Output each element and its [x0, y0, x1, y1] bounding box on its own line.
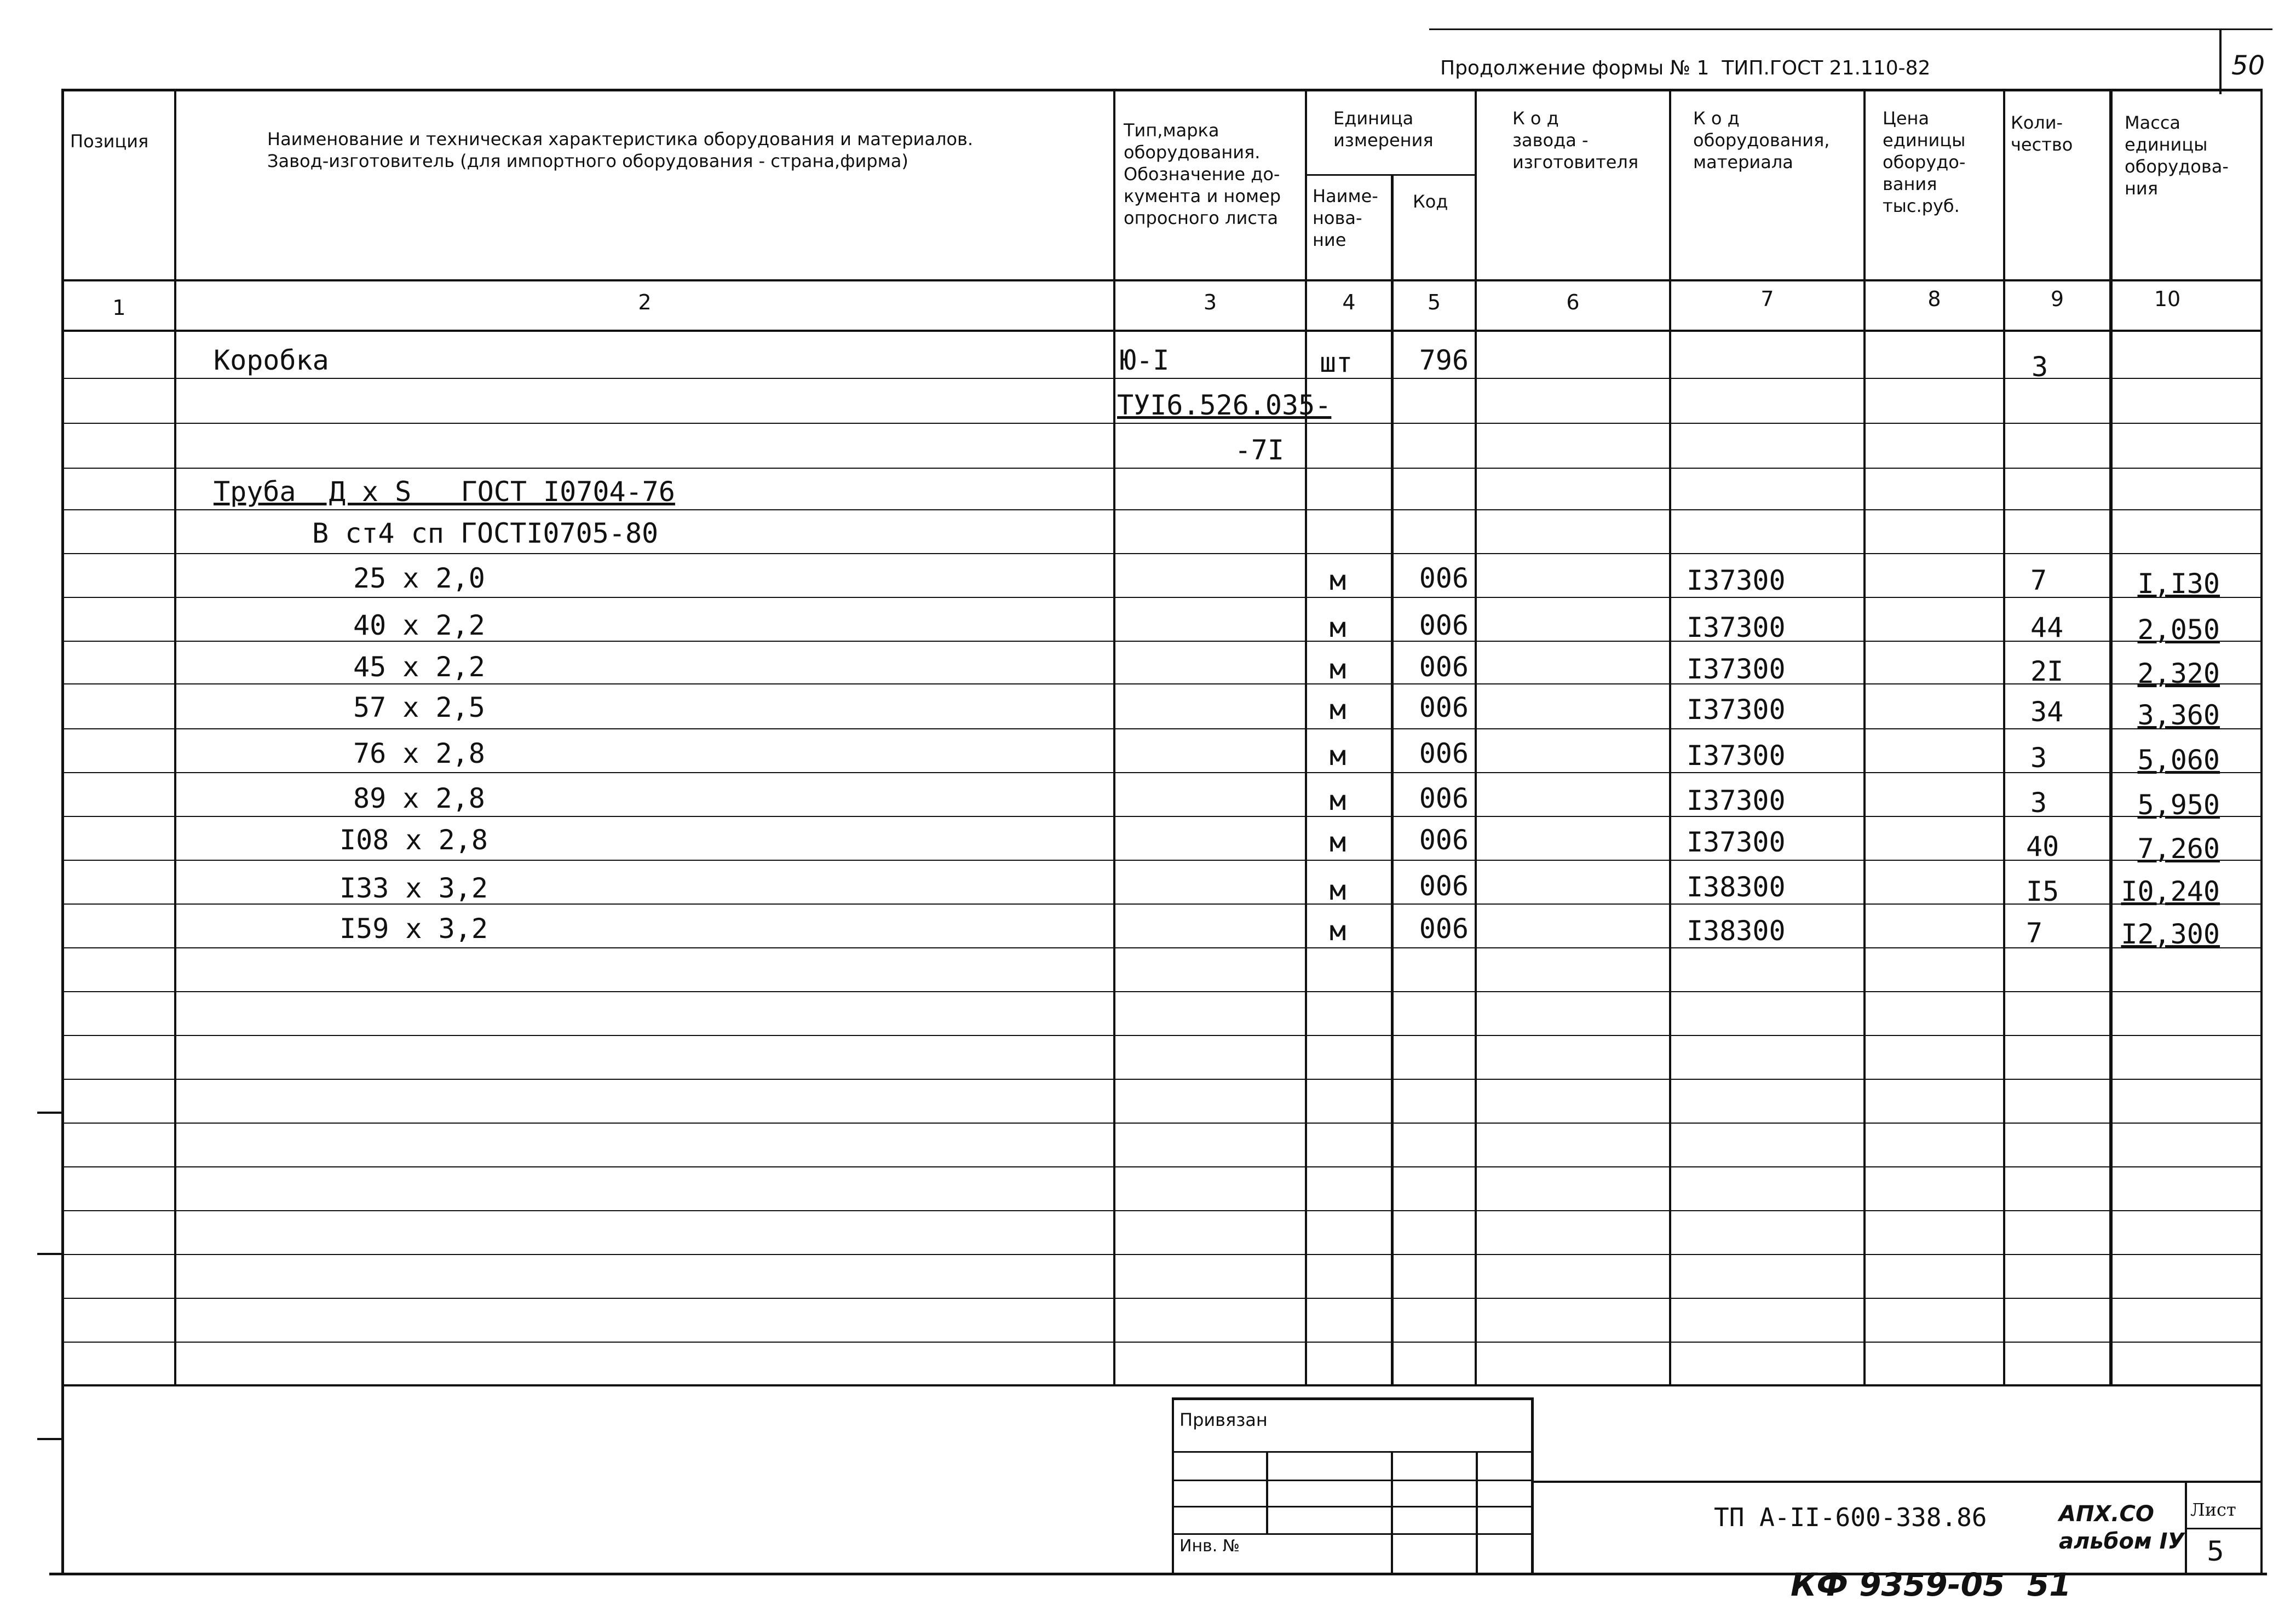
row-mass: 7,260 [2137, 833, 2220, 865]
row-unit: м [1330, 694, 1346, 726]
header-factory-code: К о д завода - изготовителя [1512, 108, 1639, 172]
row-name: 40 х 2,2 [353, 609, 485, 641]
row-mass: I,I30 [2137, 568, 2220, 600]
row-unit: м [1330, 565, 1346, 596]
row-equipment-code: I38300 [1687, 871, 1786, 903]
row-unit-code: 006 [1419, 692, 1469, 723]
row-quantity: 3 [2032, 351, 2048, 383]
row-name: 45 х 2,2 [353, 651, 485, 683]
sheet-corner-number: 50 [2231, 50, 2265, 81]
inventory-number-label: Инв. № [1179, 1537, 1240, 1556]
row-mass: I0,240 [2121, 876, 2220, 907]
row-mass: 2,050 [2137, 614, 2220, 646]
row-mass: I2,300 [2121, 918, 2220, 950]
row-equipment-code: I37300 [1687, 785, 1786, 816]
row-name: 57 х 2,5 [353, 692, 485, 723]
row-equipment-code: I37300 [1687, 653, 1786, 685]
album-label: АПХ.СО альбом IУ [2059, 1501, 2185, 1554]
row-name: I33 х 3,2 [339, 872, 488, 904]
row-equipment-code: I37300 [1687, 694, 1786, 726]
row-mass: 5,950 [2137, 789, 2220, 821]
row-unit: м [1330, 612, 1346, 643]
row-equipment-code: I37300 [1687, 826, 1786, 858]
column-number: 7 [1760, 287, 1774, 311]
row-name: I59 х 3,2 [339, 913, 488, 945]
row-name: 25 х 2,0 [353, 562, 485, 594]
header-unit-code: Код [1413, 191, 1448, 212]
header-name: Наименование и техническая характеристика оборудования и материалов. Завод-изготовитель (для импортного оборудования - страна,фирма) [267, 129, 973, 171]
row-unit: м [1330, 653, 1346, 685]
archive-code: КФ 9359-05 51 [1791, 1566, 2071, 1603]
row-mass: 2,320 [2137, 658, 2220, 689]
row-quantity: 40 [2026, 831, 2059, 862]
row-unit: м [1330, 874, 1346, 906]
privyazan-label: Привязан [1179, 1409, 1268, 1430]
row-name: Труба Д х S ГОСТ I0704-76 [214, 476, 675, 508]
column-number: 6 [1566, 290, 1580, 314]
row-quantity: 2I [2030, 655, 2064, 687]
continuation-label: Продолжение формы № 1 ТИП.ГОСТ 21.110-82 [1440, 57, 1931, 79]
row-quantity: 3 [2030, 787, 2047, 819]
row-unit-code: 796 [1419, 344, 1469, 376]
row-name: Коробка [214, 344, 329, 376]
row-mass: 5,060 [2137, 744, 2220, 776]
row-quantity: 3 [2030, 742, 2047, 774]
row-quantity: 34 [2030, 696, 2064, 728]
row-unit-code: 006 [1419, 913, 1469, 945]
row-equipment-code: I37300 [1687, 740, 1786, 772]
row-unit-code: 006 [1419, 562, 1469, 594]
sheet-label: Лист [2190, 1499, 2236, 1520]
row-equipment-code: I38300 [1687, 915, 1786, 947]
document-code: ТП А-II-600-338.86 [1714, 1503, 1987, 1532]
header-unit-name: Наиме- нова- ние [1313, 186, 1378, 250]
row-name: 89 х 2,8 [353, 782, 485, 814]
column-number: 5 [1427, 290, 1441, 314]
row-quantity: I5 [2026, 876, 2059, 907]
row-equipment-code: I37300 [1687, 565, 1786, 596]
row-mass: 3,360 [2137, 699, 2220, 731]
row-type: ТУI6.526.035- [1117, 389, 1332, 421]
row-unit-code: 006 [1419, 738, 1469, 769]
row-name: I08 х 2,8 [339, 824, 488, 856]
row-unit-code: 006 [1419, 651, 1469, 683]
row-unit-code: 006 [1419, 609, 1469, 641]
row-unit: шт [1320, 347, 1353, 378]
column-number: 10 [2154, 287, 2181, 311]
row-quantity: 7 [2030, 565, 2047, 596]
sheet-number: 5 [2207, 1535, 2224, 1567]
column-number: 1 [112, 296, 126, 320]
row-type: Ю-I [1120, 344, 1170, 376]
header-price: Цена единицы оборудо- вания тыс.руб. [1883, 108, 1966, 216]
header-unit: Единица измерения [1333, 108, 1434, 151]
row-equipment-code: I37300 [1687, 612, 1786, 643]
header-mass: Масса единицы оборудова- ния [2125, 112, 2229, 199]
header-quantity: Коли- чество [2011, 112, 2073, 155]
row-unit-code: 006 [1419, 824, 1469, 856]
row-unit: м [1330, 915, 1346, 947]
row-unit: м [1330, 826, 1346, 858]
row-unit-code: 006 [1419, 782, 1469, 814]
column-number: 8 [1927, 287, 1941, 311]
row-quantity: 7 [2026, 917, 2043, 949]
column-number: 3 [1203, 290, 1217, 314]
column-number: 4 [1342, 290, 1356, 314]
column-number: 9 [2050, 287, 2064, 311]
row-name: В ст4 сп ГОСТI0705-80 [312, 517, 659, 549]
header-type: Тип,марка оборудования. Обозначение до- кумента и номер опросного листа [1124, 120, 1281, 228]
row-type: -7I [1234, 434, 1284, 466]
row-unit-code: 006 [1419, 870, 1469, 902]
row-name: 76 х 2,8 [353, 738, 485, 769]
header-position: Позиция [70, 131, 149, 152]
header-equipment-code: К о д оборудования, материала [1693, 108, 1830, 172]
row-unit: м [1330, 785, 1346, 816]
column-number: 2 [638, 290, 652, 314]
row-unit: м [1330, 740, 1346, 772]
row-quantity: 44 [2030, 612, 2064, 643]
